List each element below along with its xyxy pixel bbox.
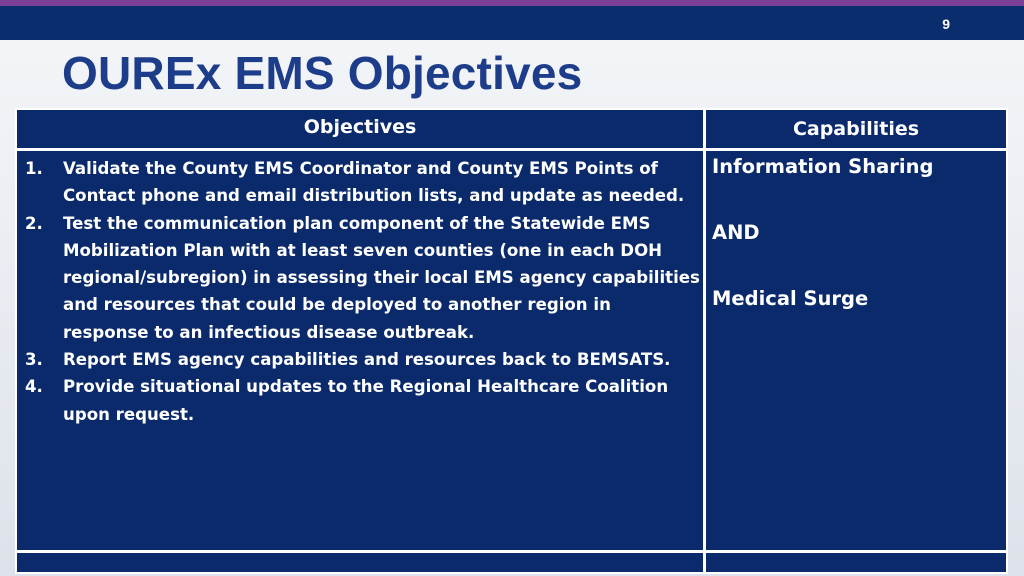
objectives-table [15,108,1008,574]
empty-row-cell-objectives [17,553,703,572]
page-title: OUREx EMS Objectives [62,47,583,99]
top-header-band [0,6,1024,40]
list-item [25,346,701,373]
list-item [25,210,701,346]
capability-information-sharing: Information Sharing [712,155,934,178]
list-item-text: Report EMS agency capabilities and resources back to BEMSATS. [63,350,671,370]
capabilities-body-cell [706,151,1006,550]
objectives-body-cell [17,151,703,550]
list-item-number: 4. [25,377,43,397]
header-objectives-label: Objectives [303,116,417,138]
list-item-number: 3. [25,350,43,370]
list-item [25,155,701,210]
list-item-text: Validate the County EMS Coordinator and County EMS Points of Contact phone and email distribution lists, and update as needed. [63,159,685,206]
capability-medical-surge: Medical Surge [712,287,869,310]
list-item-text: Provide situational updates to the Regional Healthcare Coalition upon request. [63,377,669,424]
empty-row-cell-capabilities [706,553,1006,572]
header-cell-capabilities [706,110,1006,148]
list-item-number: 2. [25,213,43,233]
list-item-number: 1. [25,159,43,178]
list-item [25,373,701,428]
objectives-list [25,155,701,428]
list-item-text: Test the communication plan component of the Statewide EMS Mobilization Plan with at least seven counties (one in each DOH regional/subregion) in assessing their local EMS agency capabilities and resources that could be deployed to another region in response to an infectious disease outbreak. [63,213,700,342]
slide-number: 9 [942,16,950,32]
header-cell-objectives [17,110,703,148]
header-capabilities-label: Capabilities [792,118,920,140]
capability-joiner: AND [712,221,760,244]
